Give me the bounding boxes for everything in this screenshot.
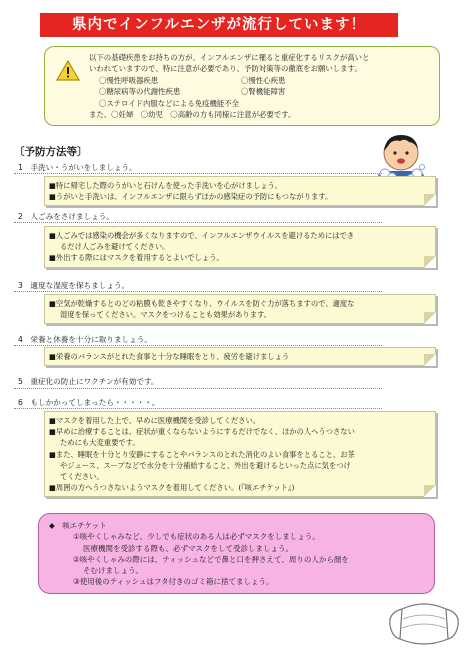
etiquette-line: 医療機関を受診する際も、必ずマスクをして受診しましょう。 bbox=[83, 543, 293, 553]
cough-etiquette-box bbox=[38, 513, 435, 594]
card-line: ■早めに治療することは、症状が重くならないようにするだけでなく、ほかの人へうつさない bbox=[49, 427, 355, 437]
notice-line: 以下の基礎疾患をお持ちの方が、インフルエンザに罹ると重症化するリスクが高いと bbox=[89, 53, 370, 62]
condition-item: 〇糖尿病等の代謝性疾患 bbox=[99, 87, 181, 97]
section-heading-3: 3 適度な湿度を保ちましょう。 bbox=[18, 281, 130, 290]
card-line: ■特に帰宅した際のうがいと石けんを使った手洗いを心がけましょう。 bbox=[49, 181, 283, 190]
section-heading-6: 6 もしかかってしまったら・・・・・。 bbox=[18, 398, 160, 407]
card-line: ■栄養のバランスがとれた食事と十分な睡眠をとり、疲労を避けましょう bbox=[49, 352, 290, 361]
card-line: ■空気が乾燥するとのどの粘膜も乾きやすくなり、ウイルスを防ぐ力が落ちますので、適度な bbox=[49, 299, 355, 308]
section-card-1 bbox=[44, 176, 436, 206]
card-line: ■マスクを着用した上で、早めに医療機関を受診してください。 bbox=[49, 416, 261, 425]
card-line: ■周囲の方へうつさないようマスクを着用してください。(『咳エチケット』) bbox=[49, 483, 295, 493]
face-mask-icon bbox=[386, 595, 462, 653]
condition-item: 〇慢性呼吸器疾患 bbox=[99, 75, 159, 85]
card-line: るだけ人ごみを避けてください。 bbox=[60, 242, 170, 252]
card-line: 湿度を保ってください。マスクをつけることも効果があります。 bbox=[60, 310, 272, 320]
card-line: ■外出する際にはマスクを着用するとよいでしょう。 bbox=[49, 253, 224, 263]
etiquette-line: ②咳やくしゃみの際には、ティッシュなどで鼻と口を押さえて、周りの人から顔を bbox=[73, 554, 349, 564]
prevention-heading: 〔予防方法等〕 bbox=[14, 146, 88, 158]
card-line: ためにも大変重要です。 bbox=[60, 438, 140, 448]
high-risk-notice bbox=[44, 46, 440, 126]
etiquette-line: そむけましょう。 bbox=[83, 566, 143, 576]
page-title: 県内でインフルエンザが流行しています！ bbox=[40, 13, 398, 37]
section-heading-4: 4 栄養と休養を十分に取りましょう。 bbox=[18, 335, 152, 344]
section-heading-1: 1 手洗い・うがいをしましょう。 bbox=[18, 163, 137, 172]
divider bbox=[14, 345, 382, 346]
section-card-6 bbox=[44, 411, 436, 497]
condition-item: 〇腎機能障害 bbox=[241, 87, 286, 97]
divider bbox=[14, 388, 382, 389]
condition-item: 〇ステロイド内服などによる免疫機能不全 bbox=[99, 98, 240, 108]
etiquette-line: ③使用後のティッシュはフタ付きのゴミ箱に捨てましょう。 bbox=[73, 577, 274, 587]
warning-icon bbox=[56, 60, 80, 81]
condition-list bbox=[89, 75, 435, 98]
divider bbox=[14, 408, 382, 409]
card-line: ■人ごみでは感染の機会が多くなりますので、インフルエンザウイルスを避けるためにはでき bbox=[49, 231, 355, 240]
card-line: やジュース、スープなどで水分を十分補給すること、外出を避けるといった点に気をつけ bbox=[60, 460, 351, 470]
section-card-2 bbox=[44, 226, 436, 268]
divider bbox=[14, 291, 382, 292]
section-heading-2: 2 人ごみをさけましょう。 bbox=[18, 212, 114, 221]
card-line: ■うがいと手洗いは、インフルエンザに限らずほかの感染症の予防にもつながります。 bbox=[49, 192, 333, 202]
notice-line: また、〇妊婦 〇幼児 〇高齢の方も同様に注意が必要です。 bbox=[89, 110, 296, 120]
etiquette-line: ①咳やくしゃみなど、少しでも症状のある人は必ずマスクをしましょう。 bbox=[73, 532, 320, 542]
divider bbox=[14, 222, 382, 223]
card-line: てください。 bbox=[60, 472, 104, 482]
condition-item: 〇慢性心疾患 bbox=[241, 75, 286, 85]
section-card-4 bbox=[44, 347, 436, 366]
section-card-3 bbox=[44, 294, 436, 324]
section-heading-5: 5 重症化の防止にワクチンが有効です。 bbox=[18, 377, 159, 386]
etiquette-title: ◆ 咳エチケット bbox=[49, 521, 107, 530]
card-line: ■また、睡眠を十分とり安静にすることやバランスのとれた消化のよい食事をとること、お茶 bbox=[49, 449, 355, 459]
divider bbox=[14, 173, 382, 174]
notice-line: いわれていますので、特に注意が必要であり、予防対策等の徹底をお願いします。 bbox=[89, 64, 362, 74]
